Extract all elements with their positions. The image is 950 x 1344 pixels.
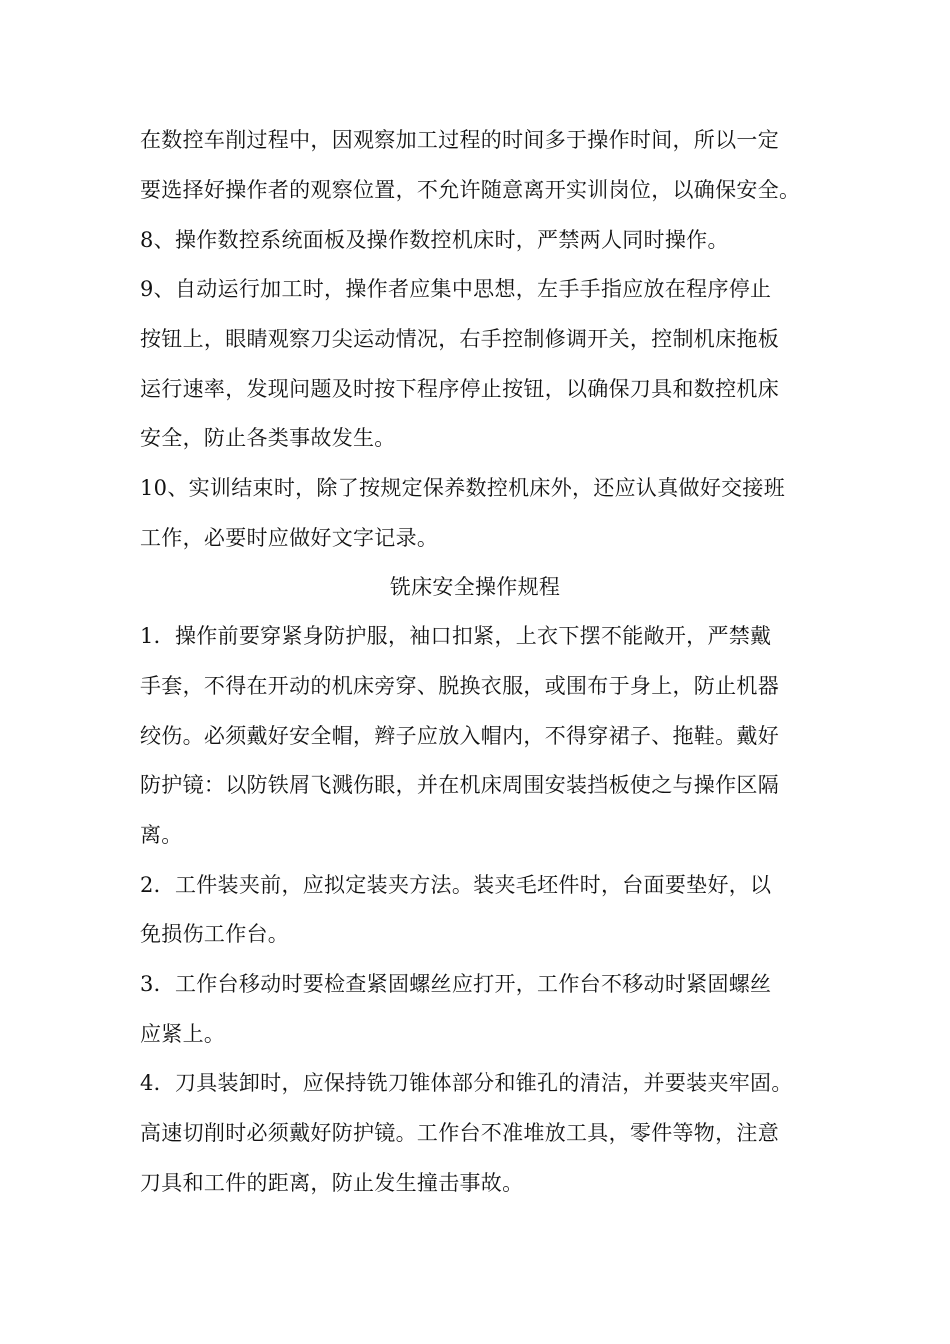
paragraph-line: 离。 (140, 823, 183, 847)
list-item-1: 1．操作前要穿紧身防护服，袖口扣紧，上衣下摆不能敞开，严禁戴 (140, 624, 772, 648)
paragraph-line: 工作，必要时应做好文字记录。 (140, 526, 439, 550)
paragraph-line: 防护镜：以防铁屑飞溅伤眼，并在机床周围安装挡板使之与操作区隔 (140, 773, 779, 797)
list-item-2: 2．工件装夹前，应拟定装夹方法。装夹毛坯件时，台面要垫好，以 (140, 873, 772, 897)
paragraph-line: 安全，防止各类事故发生。 (140, 426, 396, 450)
paragraph-line: 在数控车削过程中，因观察加工过程的时间多于操作时间，所以一定 (140, 128, 779, 152)
paragraph-line: 绞伤。必须戴好安全帽，辫子应放入帽内，不得穿裙子、拖鞋。戴好 (140, 724, 779, 748)
list-item-10: 10、实训结束时，除了按规定保养数控机床外，还应认真做好交接班 (140, 476, 786, 500)
list-item-9: 9、自动运行加工时，操作者应集中思想，左手手指应放在程序停止 (140, 277, 772, 301)
paragraph-line: 手套，不得在开动的机床旁穿、脱换衣服，或围布于身上，防止机器 (140, 674, 779, 698)
paragraph-line: 运行速率，发现问题及时按下程序停止按钮，以确保刀具和数控机床 (140, 377, 779, 401)
list-item-4: 4．刀具装卸时，应保持铣刀锥体部分和锥孔的清洁，并要装夹牢固。 (140, 1071, 793, 1095)
paragraph-line: 要选择好操作者的观察位置，不允许随意离开实训岗位，以确保安全。 (140, 178, 801, 202)
section-title: 铣床安全操作规程 (389, 575, 561, 599)
paragraph-line: 刀具和工件的距离，防止发生撞击事故。 (140, 1171, 524, 1195)
paragraph-line: 按钮上，眼睛观察刀尖运动情况，右手控制修调开关，控制机床拖板 (140, 327, 779, 351)
paragraph-line: 应紧上。 (140, 1022, 226, 1046)
list-item-3: 3．工作台移动时要检查紧固螺丝应打开，工作台不移动时紧固螺丝 (140, 972, 772, 996)
list-item-8: 8、操作数控系统面板及操作数控机床时，严禁两人同时操作。 (140, 228, 729, 252)
paragraph-line: 高速切削时必须戴好防护镜。工作台不准堆放工具，零件等物，注意 (140, 1121, 779, 1145)
paragraph-line: 免损伤工作台。 (140, 922, 290, 946)
